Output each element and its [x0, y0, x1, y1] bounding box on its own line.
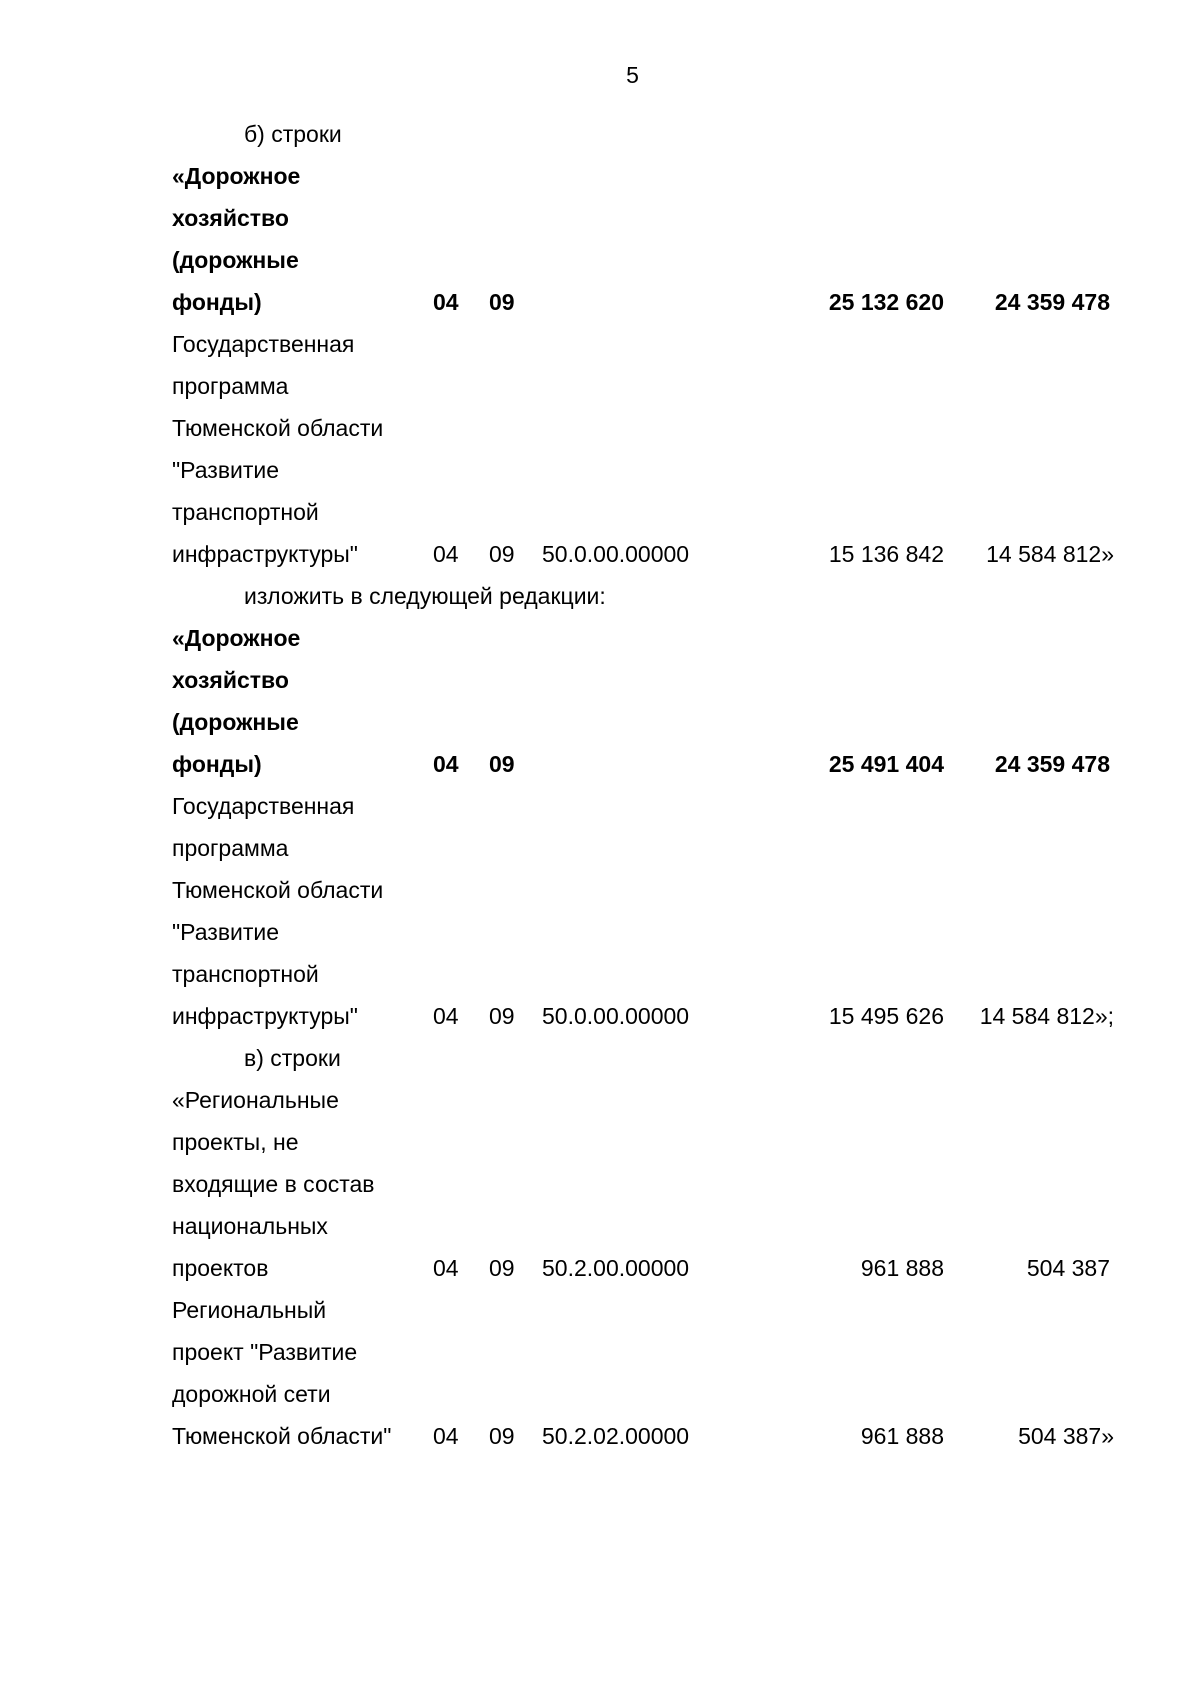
- new-program-name-3: Тюменской области: [172, 877, 384, 903]
- old-program-name-3: Тюменской области: [172, 415, 384, 441]
- old-road-name-4: фонды): [172, 289, 262, 315]
- project-sum2: 504 387»: [1018, 1423, 1114, 1449]
- regional-pr: 09: [489, 1255, 515, 1281]
- old-program-pr: 09: [489, 541, 515, 567]
- new-program-name-6: инфраструктуры": [172, 1003, 358, 1029]
- old-program-name-1: Государственная: [172, 331, 355, 357]
- new-road-row-line-3: [0, 701, 1200, 743]
- new-program-csr: 50.0.00.00000: [542, 1003, 690, 1029]
- regional-row-line-2: [0, 1121, 1200, 1163]
- new-road-row-line-1: [0, 617, 1200, 659]
- new-road-row-line-4: [0, 743, 1200, 785]
- new-program-pr: 09: [489, 1003, 515, 1029]
- project-name-1: Региональный: [172, 1297, 327, 1323]
- old-road-row-line-4: [0, 281, 1200, 323]
- new-road-row-line-2: [0, 659, 1200, 701]
- old-road-name-2: хозяйство: [172, 205, 289, 231]
- regional-name-1: «Региональные: [172, 1087, 339, 1113]
- old-program-name-2: программа: [172, 373, 289, 399]
- regional-row-line-3: [0, 1163, 1200, 1205]
- new-road-name-2: хозяйство: [172, 667, 289, 693]
- regional-row-line-4: [0, 1205, 1200, 1247]
- new-program-name-4: "Развитие: [172, 919, 280, 945]
- new-program-row-line-4: [0, 911, 1200, 953]
- section-b-intro: [0, 113, 1200, 155]
- old-road-pr: 09: [489, 289, 515, 315]
- old-program-sum2: 14 584 812»: [986, 541, 1114, 567]
- old-road-sum2: 24 359 478: [994, 289, 1110, 315]
- new-road-rz: 04: [433, 751, 459, 777]
- project-rz: 04: [433, 1423, 459, 1449]
- project-name-3: дорожной сети: [172, 1381, 331, 1407]
- old-program-rz: 04: [433, 541, 459, 567]
- page-number: 5: [626, 62, 639, 88]
- project-row-line-3: [0, 1373, 1200, 1415]
- new-road-name-3: (дорожные: [172, 709, 299, 735]
- old-program-name-6: инфраструктуры": [172, 541, 358, 567]
- old-program-row-line-5: [0, 491, 1200, 533]
- regional-name-5: проектов: [172, 1255, 269, 1281]
- project-pr: 09: [489, 1423, 515, 1449]
- section-v-intro-text: в) строки: [244, 1045, 341, 1071]
- project-row-line-2: [0, 1331, 1200, 1373]
- section-v-intro: [0, 1037, 1200, 1079]
- section-b-intro-text: б) строки: [244, 121, 342, 147]
- project-name-4: Тюменской области": [172, 1423, 392, 1449]
- regional-name-2: проекты, не: [172, 1129, 299, 1155]
- regional-row-line-5: [0, 1247, 1200, 1289]
- regional-name-3: входящие в состав: [172, 1171, 375, 1197]
- old-program-name-5: транспортной: [172, 499, 319, 525]
- new-program-row-line-3: [0, 869, 1200, 911]
- new-program-sum1: 15 495 626: [828, 1003, 944, 1029]
- new-road-pr: 09: [489, 751, 515, 777]
- old-road-rz: 04: [433, 289, 459, 315]
- new-program-sum2: 14 584 812»;: [979, 1003, 1114, 1029]
- regional-sum1: 961 888: [860, 1255, 944, 1281]
- regional-rz: 04: [433, 1255, 459, 1281]
- project-row-line-4: [0, 1415, 1200, 1457]
- old-program-row-line-1: [0, 323, 1200, 365]
- replace-instruction-text: изложить в следующей редакции:: [244, 583, 606, 609]
- new-program-rz: 04: [433, 1003, 459, 1029]
- new-road-name-4: фонды): [172, 751, 262, 777]
- old-road-row-line-2: [0, 197, 1200, 239]
- new-road-name-1: «Дорожное: [172, 625, 301, 651]
- new-program-row-line-1: [0, 785, 1200, 827]
- new-program-row-line-5: [0, 953, 1200, 995]
- old-road-row-line-1: [0, 155, 1200, 197]
- old-program-row-line-6: [0, 533, 1200, 575]
- old-road-row-line-3: [0, 239, 1200, 281]
- old-road-name-1: «Дорожное: [172, 163, 301, 189]
- regional-csr: 50.2.00.00000: [542, 1255, 690, 1281]
- project-name-2: проект "Развитие: [172, 1339, 358, 1365]
- replace-instruction: [0, 575, 1200, 617]
- old-program-csr: 50.0.00.00000: [542, 541, 690, 567]
- old-program-name-4: "Развитие: [172, 457, 280, 483]
- project-row-line-1: [0, 1289, 1200, 1331]
- new-program-name-1: Государственная: [172, 793, 355, 819]
- new-program-name-2: программа: [172, 835, 289, 861]
- project-csr: 50.2.02.00000: [542, 1423, 690, 1449]
- old-program-sum1: 15 136 842: [828, 541, 944, 567]
- project-sum1: 961 888: [860, 1423, 944, 1449]
- new-program-row-line-6: [0, 995, 1200, 1037]
- new-program-name-5: транспортной: [172, 961, 319, 987]
- old-road-sum1: 25 132 620: [828, 289, 944, 315]
- old-program-row-line-2: [0, 365, 1200, 407]
- document-body: [0, 113, 1200, 1457]
- regional-sum2: 504 387: [1026, 1255, 1110, 1281]
- regional-name-4: национальных: [172, 1213, 328, 1239]
- old-program-row-line-3: [0, 407, 1200, 449]
- old-program-row-line-4: [0, 449, 1200, 491]
- old-road-name-3: (дорожные: [172, 247, 299, 273]
- regional-row-line-1: [0, 1079, 1200, 1121]
- new-road-sum1: 25 491 404: [828, 751, 944, 777]
- new-road-sum2: 24 359 478: [994, 751, 1110, 777]
- new-program-row-line-2: [0, 827, 1200, 869]
